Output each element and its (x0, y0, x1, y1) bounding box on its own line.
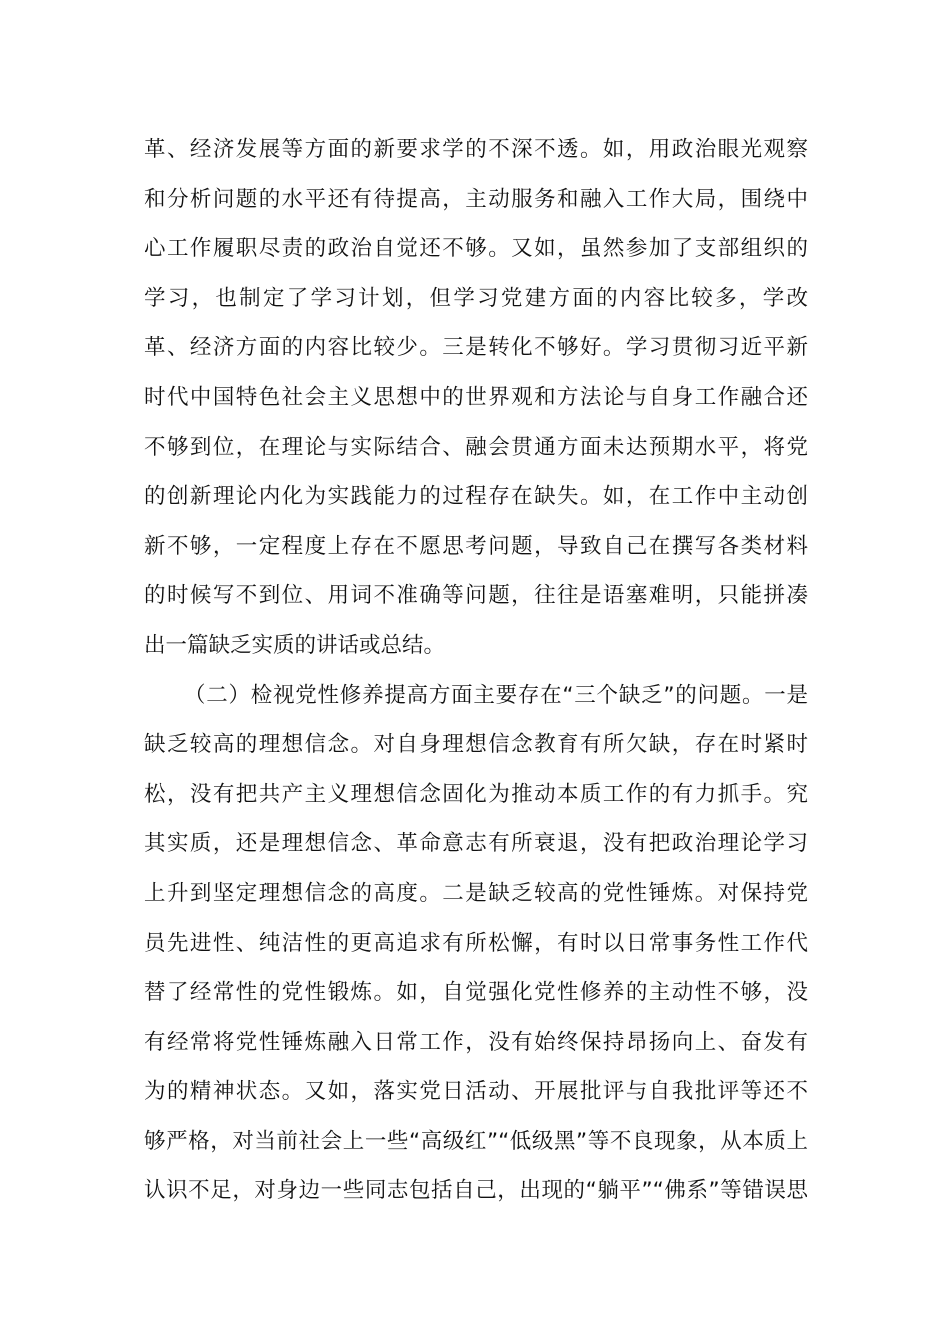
text-line: 和分析问题的水平还有待提高，主动服务和融入工作大局，围绕中 (144, 186, 808, 212)
text-line: 的时候写不到位、用词不准确等问题，往往是语塞难明，只能拼凑 (144, 583, 808, 609)
text-line: 革、经济方面的内容比较少。三是转化不够好。学习贯彻习近平新 (144, 335, 808, 361)
text-line: 上升到坚定理想信念的高度。二是缺乏较高的党性锤炼。对保持党 (144, 880, 808, 906)
text-line: 替了经常性的党性锻炼。如，自觉强化党性修养的主动性不够，没 (144, 980, 808, 1006)
text-line: 时代中国特色社会主义思想中的世界观和方法论与自身工作融合还 (144, 384, 808, 410)
text-line: 松，没有把共产主义理想信念固化为推动本质工作的有力抓手。究 (144, 781, 808, 807)
text-line: 新不够，一定程度上存在不愿思考问题，导致自己在撰写各类材料 (144, 533, 808, 559)
text-line: 员先进性、纯洁性的更高追求有所松懈，有时以日常事务性工作代 (144, 930, 808, 956)
section-heading-line: （二）检视党性修养提高方面主要存在“三个缺乏”的问题。一是 (184, 682, 808, 708)
text-line: 心工作履职尽责的政治自觉还不够。又如，虽然参加了支部组织的 (144, 236, 808, 262)
text-line: 出一篇缺乏实质的讲话或总结。 (144, 632, 446, 658)
text-line: 革、经济发展等方面的新要求学的不深不透。如，用政治眼光观察 (144, 137, 808, 162)
text-line: 的创新理论内化为实践能力的过程存在缺失。如，在工作中主动创 (144, 484, 808, 510)
text-line: 有经常将党性锤炼融入日常工作，没有始终保持昂扬向上、奋发有 (144, 1029, 808, 1055)
text-line: 缺乏较高的理想信念。对自身理想信念教育有所欠缺，存在时紧时 (144, 732, 808, 758)
body-text (144, 125, 808, 1216)
text-line: 为的精神状态。又如，落实党日活动、开展批评与自我批评等还不 (144, 1079, 808, 1105)
text-line: 其实质，还是理想信念、革命意志有所衰退，没有把政治理论学习 (144, 831, 808, 857)
text-line: 认识不足，对身边一些同志包括自己，出现的“躺平”“佛系”等错误思 (144, 1178, 808, 1204)
text-line: 学习，也制定了学习计划，但学习党建方面的内容比较多，学改 (144, 285, 808, 311)
text-line: 不够到位，在理论与实际结合、融会贯通方面未达预期水平，将党 (144, 434, 808, 460)
text-line: 够严格，对当前社会上一些“高级红”“低级黑”等不良现象，从本质上 (144, 1128, 808, 1154)
